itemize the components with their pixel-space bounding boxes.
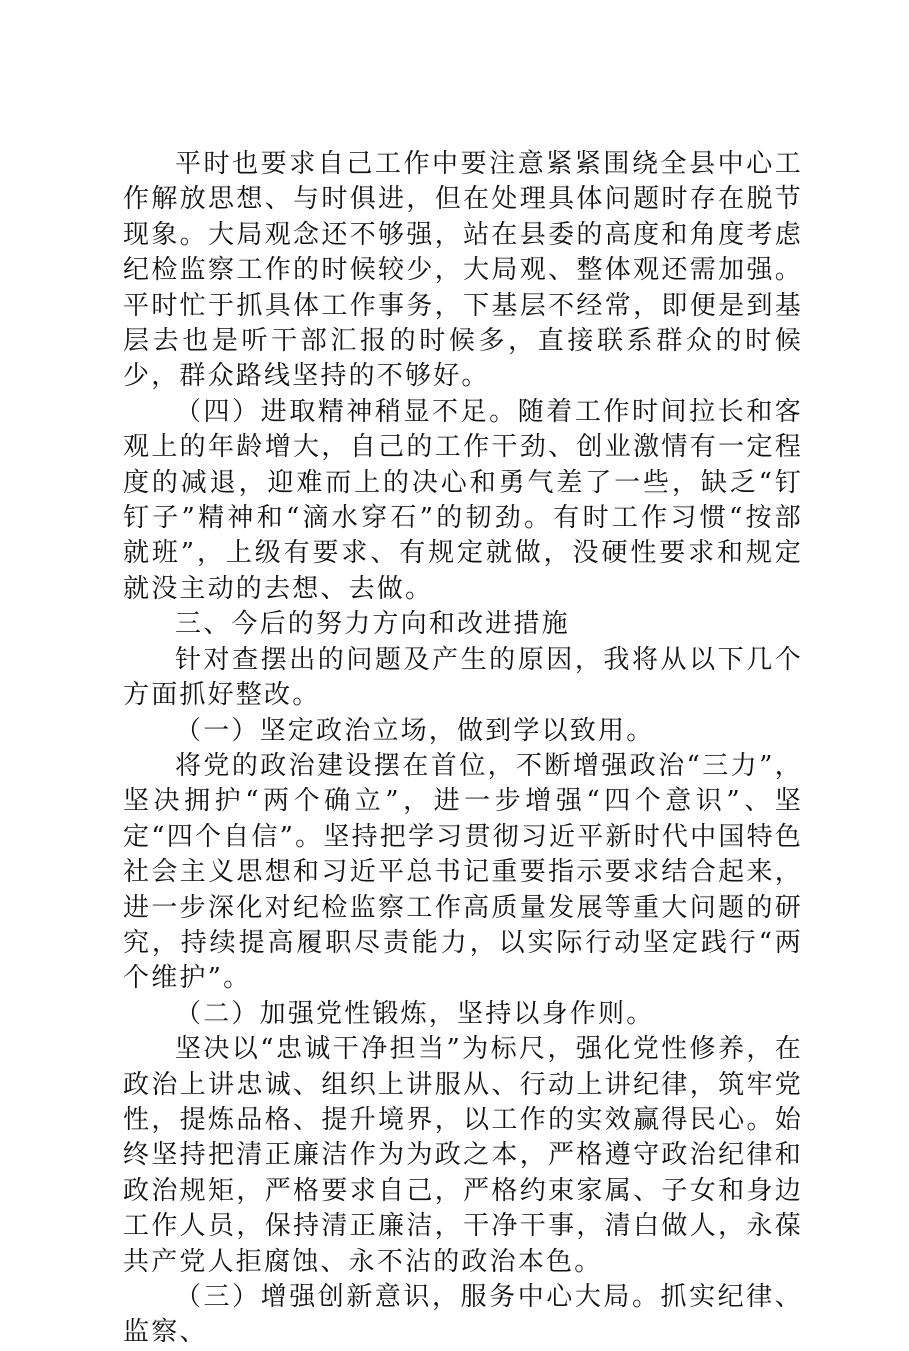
subheading-2: （二）加强党性锻炼，坚持以身作则。 [175,998,655,1029]
paragraph-overall-view: 平时也要求自己工作中要注意紧紧围绕全县中心工作解放思想、与时俱进，但在处理具体问题时存在脱节现象。大局观念还不够强，站在县委的高度和角度考虑纪检监察工作的时候较少，大局观、整体观还需加强。平时忙于抓具体工作事务，下基层不经常，即便是到基层去也是听干部汇报的时候多，直接联系群众的时候少，群众路线坚持的不够好。 [123,149,803,392]
paragraph-political-stance: 将党的政治建设摆在首位，不断增强政治“三力”，坚决拥护“两个确立”，进一步增强“四个意识”、坚定“四个自信”。坚持把学习贯彻习近平新时代中国特色社会主义思想和习近平总书记重要指示要求结合起来，进一步深化对纪检监察工作高质量发展等重大问题的研究，持续提高履职尽责能力，以实际行动坚定践行“两个维护”。 [123,750,803,994]
paragraph-section-3-innovation: （三）增强创新意识，服务中心大局。抓实纪律、监察、 [123,1282,803,1348]
subheading-1: （一）坚定政治立场，做到学以致用。 [175,715,655,746]
section-heading-3: 三、今后的努力方向和改进措施 [175,609,570,640]
document-body [123,147,803,1351]
paragraph-section-4: （四）进取精神稍显不足。随着工作时间拉长和客观上的年龄增大，自己的工作干劲、创业激情有一定程度的减退，迎难而上的决心和勇气差了一些，缺乏“钉钉子”精神和“滴水穿石”的韧劲。有时工作习惯“按部就班”，上级有要求、有规定就做，没硬性要求和规定就没主动的去想、去做。 [123,396,803,604]
paragraph-rectification-intro: 针对查摆出的问题及产生的原因，我将从以下几个方面抓好整改。 [123,644,803,711]
paragraph-party-spirit: 坚决以“忠诚干净担当”为标尺，强化党性修养，在政治上讲忠诚、组织上讲服从、行动上讲纪律，筑牢党性，提炼品格、提升境界，以工作的实效赢得民心。始终坚持把清正廉洁作为为政之本，严格遵守政治纪律和政治规矩，严格要求自己，严格约束家属、子女和身边工作人员，保持清正廉洁，干净干事，清白做人，永葆共产党人拒腐蚀、永不沾的政治本色。 [123,1034,803,1277]
